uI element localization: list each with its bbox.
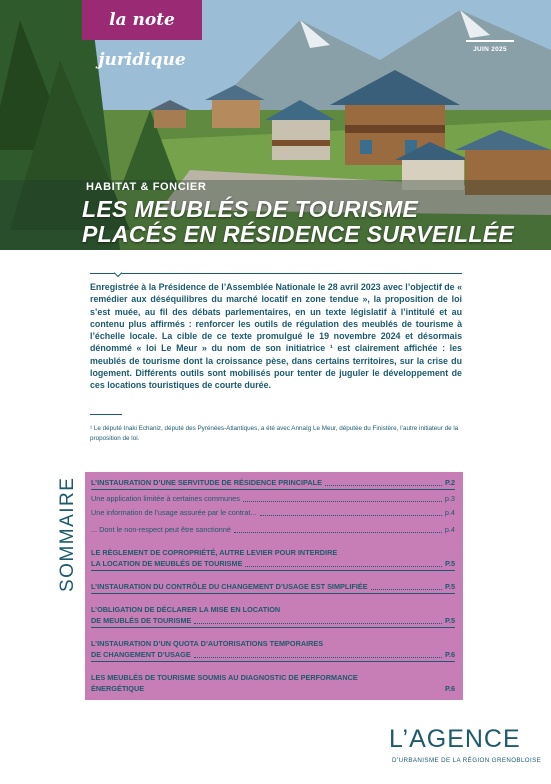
chevron-down-icon — [114, 269, 122, 277]
toc-item[interactable] — [91, 684, 455, 694]
toc-item[interactable] — [91, 650, 455, 660]
title-line-2: PLACÉS EN RÉSIDENCE SURVEILLÉE — [82, 221, 515, 247]
toc-item-label: DE MEUBLÉS DE TOURISME — [91, 616, 192, 625]
toc-item[interactable] — [91, 582, 455, 592]
toc-leader — [147, 691, 442, 692]
toc-item-label: L’INSTAURATION DU CONTRÔLE DU CHANGEMENT D’USAGE EST SIMPLIFIÉE — [91, 582, 368, 591]
toc-item-label: LA LOCATION DE MEUBLÉS DE TOURISME — [91, 559, 243, 568]
toc-item-label: Une information de l’usage assurée par le contrat... — [91, 508, 257, 517]
article-title — [82, 197, 518, 247]
toc-divider — [91, 593, 455, 594]
toc-item-label: L’INSTAURATION D’UNE SERVITUDE DE RÉSIDENCE PRINCIPALE — [91, 478, 322, 487]
toc-leader — [325, 485, 442, 486]
toc-item-line[interactable]: L’OBLIGATION DE DÉCLARER LA MISE EN LOCATION — [91, 605, 281, 614]
toc-item[interactable] — [91, 494, 455, 504]
toc-item-label: ÉNERGÉTIQUE — [91, 684, 145, 693]
toc-item[interactable] — [91, 559, 455, 569]
toc-divider — [91, 570, 455, 571]
toc-item[interactable] — [91, 478, 455, 488]
toc-divider — [91, 489, 455, 490]
toc-leader — [371, 589, 442, 590]
brand-tab: la note juridique — [82, 0, 202, 40]
date-rule — [466, 40, 514, 42]
toc-item-label: ... Dont le non-respect peut être sanctionné — [91, 525, 231, 534]
article-kicker: HABITAT & FONCIER — [86, 181, 207, 193]
toc-item[interactable] — [91, 525, 455, 535]
footnote-divider — [90, 414, 122, 415]
toc-item-page: P.6 — [444, 684, 455, 693]
toc-item-page: P.5 — [444, 582, 455, 591]
toc-item-page: p.3 — [444, 494, 455, 503]
toc-side-label: SOMMAIRE — [57, 476, 78, 592]
footnote: ¹ Le député Inaki Echaniz, député des Pyrénées-Atlantiques, a été avec Annaïg Le Meur, députée du Finistère, l’autre initiateur de la proposition de loi. — [90, 425, 459, 442]
table-of-contents — [85, 472, 463, 700]
issue-date: JUIN 2025 — [473, 46, 507, 53]
toc-item-page: P.6 — [444, 650, 455, 659]
toc-item-line[interactable]: LES MEUBLÉS DE TOURISME SOUMIS AU DIAGNOSTIC DE PERFORMANCE — [91, 673, 358, 682]
date-block — [466, 38, 514, 60]
agence-logo — [389, 719, 542, 779]
title-line-1: LES MEUBLÉS DE TOURISME — [82, 196, 419, 222]
intro-divider — [90, 273, 462, 274]
toc-leader — [245, 566, 442, 567]
toc-leader — [194, 657, 442, 658]
toc-item-page: p.4 — [444, 508, 455, 517]
toc-divider — [91, 627, 455, 628]
toc-item[interactable] — [91, 508, 455, 518]
toc-leader — [194, 623, 442, 624]
toc-leader — [260, 515, 442, 516]
toc-item-page: P.5 — [444, 616, 455, 625]
toc-item[interactable] — [91, 616, 455, 626]
toc-item-page: p.4 — [444, 525, 455, 534]
toc-item-page: P.5 — [444, 559, 455, 568]
toc-item-label: Une application limitée à certaines communes — [91, 494, 240, 503]
hero-photo — [0, 0, 551, 250]
toc-item-label: DE CHANGEMENT D’USAGE — [91, 650, 191, 659]
intro-paragraph: Enregistrée à la Présidence de l’Assemblée Nationale le 28 avril 2023 avec l’objectif de « remédier aux déséquilibres du marché locatif en zone tendue », la proposition de loi s’est muée, au fil des débats parlementaires, en un texte législatif à l’intitulé et au contenu plus affirmés : renforcer les outils de régulation des meublés de tourisme à l’échelle locale. La cible de ce texte promulgué le 19 novembre 2024 et désormais dénommé « loi Le Meur » du nom de son initiatrice ¹ est clairement affichée : les meublés de tourisme dont la croissance pèse, dans certains territoires, sur la crise du logement. Différents outils sont mobilisés pour tenter de juguler le développement de ces locations touristiques de courte durée. — [90, 282, 462, 391]
toc-leader — [234, 532, 442, 533]
toc-item-line[interactable]: L’INSTAURATION D’UN QUOTA D’AUTORISATIONS TEMPORAIRES — [91, 639, 324, 648]
toc-item-page: P.2 — [444, 478, 455, 487]
logo-subtitle: D’URBANISME DE LA RÉGION GRENOBLOISE — [392, 757, 542, 764]
toc-leader — [243, 501, 442, 502]
logo-wordmark: L’AGENCE — [389, 725, 521, 753]
toc-item-line[interactable]: LE RÈGLEMENT DE COPROPRIÉTÉ, AUTRE LEVIER POUR INTERDIRE — [91, 548, 338, 557]
toc-divider — [91, 661, 455, 662]
